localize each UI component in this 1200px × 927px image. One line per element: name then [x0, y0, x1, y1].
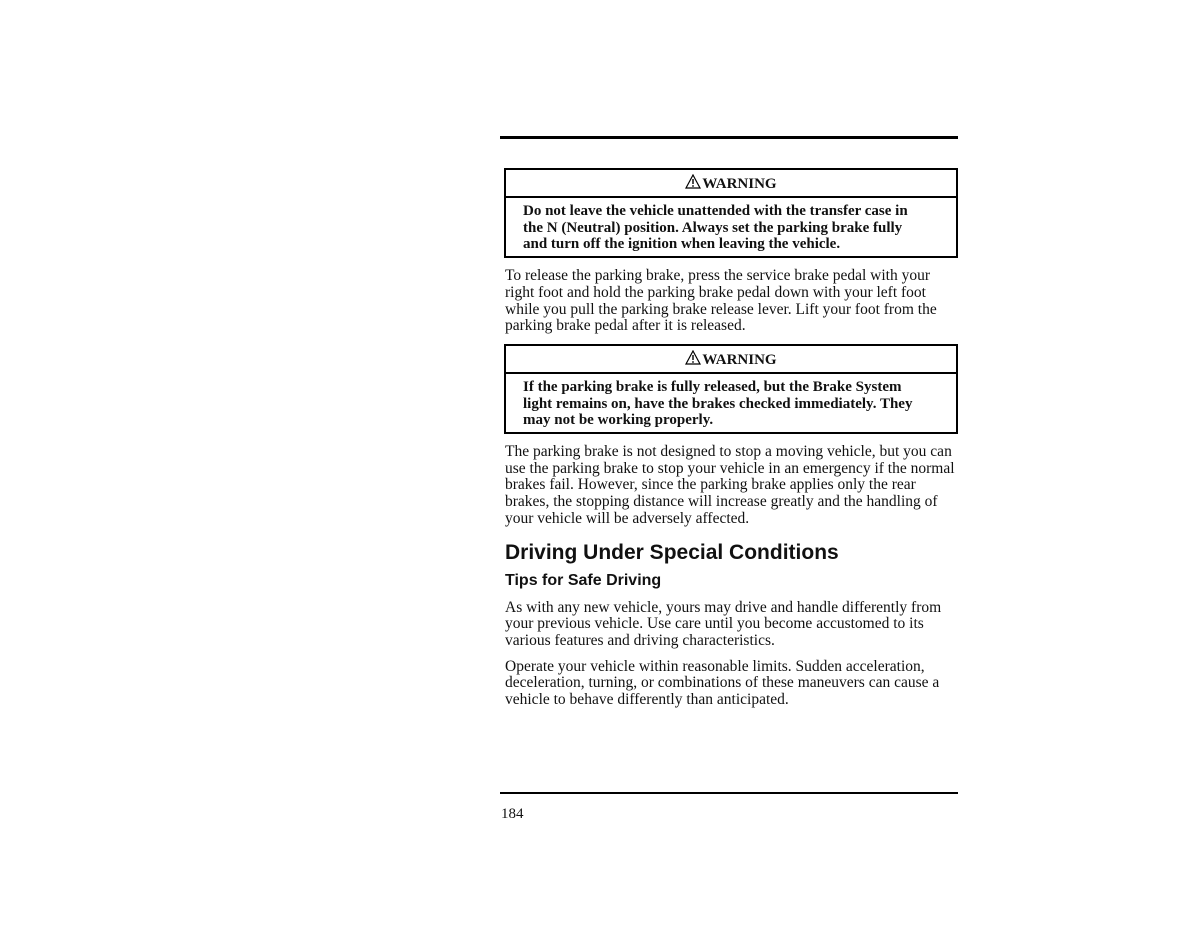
reasonable-limits-paragraph: Operate your vehicle within reasonable limits. Sudden acceleration, deceleration, turning, or combinations of these maneuvers can cause a vehicle to behave differently than anticipated. — [505, 657, 940, 709]
section-title: Driving Under Special Conditions — [505, 540, 839, 564]
page-number: 184 — [501, 806, 524, 822]
warning-box-transfer-case — [504, 168, 958, 258]
parking-brake-emergency-paragraph: The parking brake is not designed to stop a moving vehicle, but you can use the parking brake to stop your vehicle in an emergency if the normal brakes fail. However, since the parking brake applies only the rear brakes, the stopping distance will increase greatly and the handling of your vehicle will be adversely affected. — [505, 443, 955, 527]
warning-label: WARNING — [702, 176, 777, 192]
warning-text: If the parking brake is fully released, but the Brake System light remains on, have the brakes checked immediately. They may not be working properly. — [523, 378, 913, 429]
bottom-rule — [500, 792, 958, 794]
warning-text: Do not leave the vehicle unattended with the transfer case in the N (Neutral) position. Always set the parking brake fully and turn off the ignition when leaving the vehicle. — [523, 203, 908, 253]
top-rule — [500, 136, 958, 139]
warning-triangle-icon — [685, 350, 701, 365]
warning-label: WARNING — [702, 351, 777, 368]
warning-triangle-icon — [685, 174, 701, 189]
subsection-title: Tips for Safe Driving — [505, 571, 662, 589]
release-parking-brake-paragraph: To release the parking brake, press the service brake pedal with your right foot and hold the parking brake pedal down with your left foot while you pull the parking brake release lever. Lift your foot from the parking brake pedal after it is released. — [505, 267, 937, 335]
warning-box-brake-system-light — [504, 344, 958, 434]
page-content — [505, 168, 958, 709]
warning-header — [506, 170, 956, 198]
warning-header — [506, 346, 956, 374]
new-vehicle-paragraph: As with any new vehicle, yours may drive and handle differently from your previous vehicle. Use care until you become accustomed to its various features and driving characteristics. — [505, 598, 942, 649]
